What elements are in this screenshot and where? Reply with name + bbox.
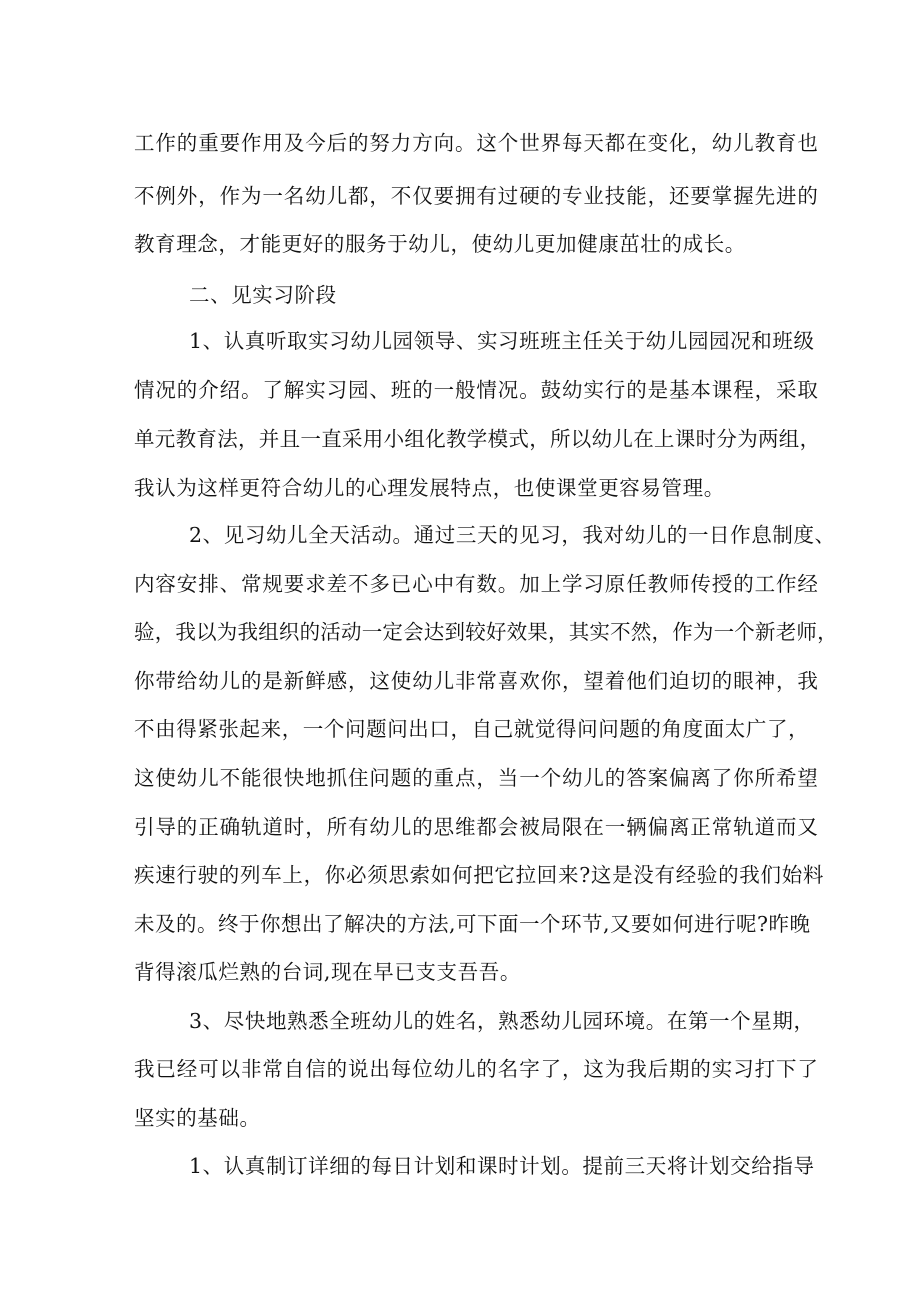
text-line: 内容安排、常规要求差不多已心中有数。加上学习原任教师传授的工作经 — [134, 572, 819, 596]
text-line: 不由得紧张起来，一个问题问出口，自己就觉得问问题的角度面太广了， — [134, 717, 810, 741]
section-heading: 二、见实习阶段 — [189, 283, 337, 307]
text-line: 单元教育法，并且一直采用小组化教学模式，所以幼儿在上课时分为两组， — [134, 427, 821, 451]
text-line: 我认为这样更符合幼儿的心理发展特点，也使课堂更容易管理。 — [134, 476, 725, 500]
text-line: 3、尽快地熟悉全班幼儿的姓名，熟悉幼儿园环境。在第一个星期， — [189, 1009, 815, 1033]
text-line: 坚实的基础。 — [134, 1106, 261, 1130]
text-line: 不例外，作为一名幼儿都，不仅要拥有过硬的专业技能，还要掌握先进的 — [134, 184, 819, 208]
text-line: 我已经可以非常自信的说出每位幼儿的名字了，这为我后期的实习打下了 — [134, 1057, 819, 1081]
text-line: 1、认真听取实习幼儿园领导、实习班班主任关于幼儿园园况和班级 — [189, 329, 815, 353]
text-line: 情况的介绍。了解实习园、班的一般情况。鼓幼实行的是基本课程，采取 — [134, 378, 819, 402]
text-line: 工作的重要作用及今后的努力方向。这个世界每天都在变化，幼儿教育也 — [134, 131, 819, 155]
text-line: 你带给幼儿的是新鲜感，这使幼儿非常喜欢你，望着他们迫切的眼神，我 — [134, 669, 819, 693]
text-line: 这使幼儿不能很快地抓住问题的重点，当一个幼儿的答案偏离了你所希望 — [134, 766, 819, 790]
text-line: 背得滚瓜烂熟的台词,现在早已支支吾吾。 — [134, 960, 521, 984]
text-line: 验，我以为我组织的活动一定会达到较好效果，其实不然，作为一个新老师， — [134, 620, 838, 644]
text-line: 2、见习幼儿全天活动。通过三天的见习，我对幼儿的一日作息制度、 — [189, 523, 836, 547]
text-line: 教育理念，才能更好的服务于幼儿，使幼儿更加健康茁壮的成长。 — [134, 232, 746, 256]
text-line: 未及的。终于你想出了解决的方法,可下面一个环节,又要如何进行呢?昨晚 — [134, 912, 811, 936]
text-line: 1、认真制订详细的每日计划和课时计划。提前三天将计划交给指导 — [189, 1154, 815, 1178]
text-line: 引导的正确轨道时，所有幼儿的思维都会被局限在一辆偏离正常轨道而又 — [134, 815, 819, 839]
text-line: 疾速行驶的列车上，你必须思索如何把它拉回来?这是没有经验的我们始料 — [134, 863, 825, 887]
